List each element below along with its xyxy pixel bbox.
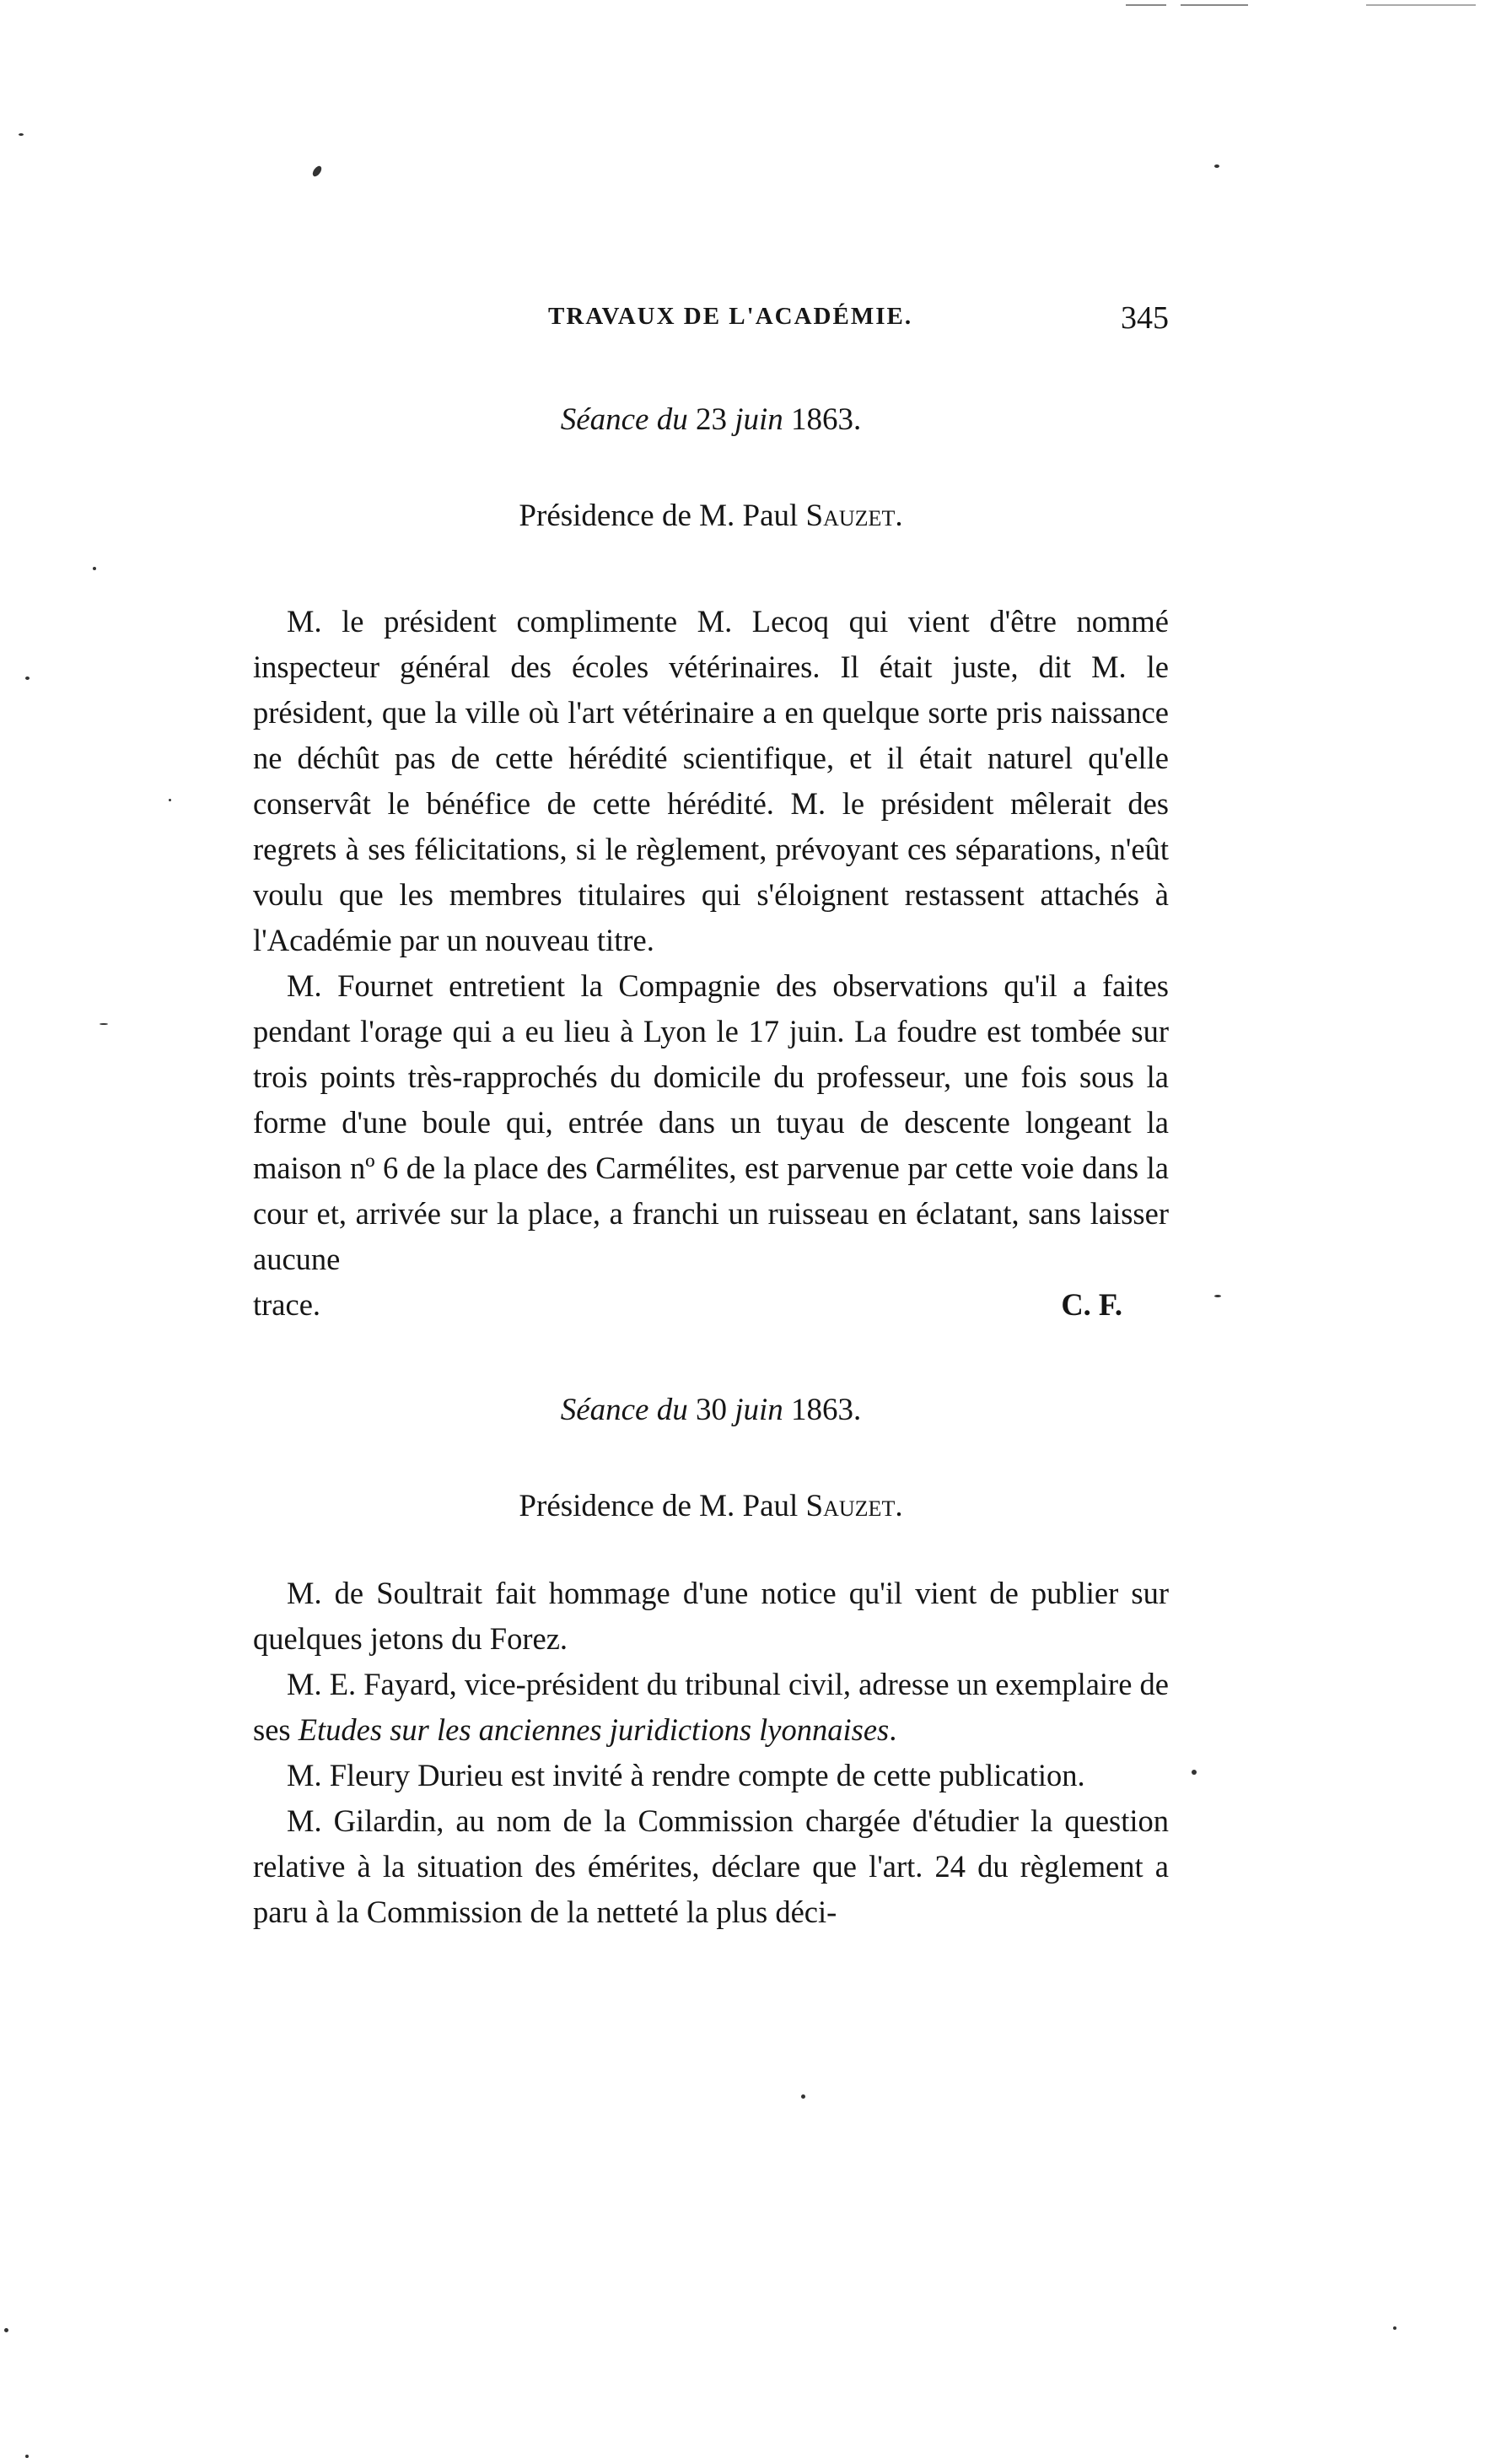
signature: C. F. xyxy=(1061,1287,1122,1322)
running-title: TRAVAUX DE L'ACADÉMIE. xyxy=(548,303,913,330)
closing-line xyxy=(253,1282,1169,1328)
section-2-body xyxy=(253,1571,1169,1935)
paragraph-soultrait: M. de Soultrait fait hommage d'une notice qu'il vient de publier sur quelques jetons du Forez. xyxy=(253,1576,1169,1656)
speck xyxy=(4,2328,8,2332)
presidence-heading-2: Présidence de M. Paul Sauzet. xyxy=(519,1489,903,1523)
presidence-prefix: Présidence de M. Paul xyxy=(519,499,799,533)
speck xyxy=(1181,4,1248,6)
seance-heading-1 xyxy=(253,402,1169,438)
presidence-heading-1: Présidence de M. Paul Sauzet. xyxy=(519,499,903,533)
section-1-body xyxy=(253,599,1169,1328)
speck xyxy=(100,1023,108,1025)
paragraph-fournet: M. Fournet entretient la Compagnie des observations qu'il a faites pendant l'orage qui a eu lieu à Lyon le 17 juin. La foudre est tombée sur trois points très-rapprochés du domicile du professeur, une fois sous la forme d'une boule qui, entrée dans un tuyau de descente longeant la maison nº 6 de la place des Carmélites, est parvenue par cette voie dans la cour et, arrivée sur la place, a franchi un ruisseau en éclatant, sans laisser aucune xyxy=(253,968,1169,1276)
presidence-name: Sauzet xyxy=(805,1489,896,1523)
speck xyxy=(19,133,24,136)
paragraph-fayard xyxy=(253,1662,1169,1753)
seance-prefix: Séance du xyxy=(560,402,688,437)
paragraph-durieu: M. Fleury Durieu est invité à rendre compte de cette publication. xyxy=(287,1758,1085,1792)
presidence-prefix: Présidence de M. Paul xyxy=(519,1489,799,1523)
fayard-end: . xyxy=(889,1712,897,1747)
running-head xyxy=(253,299,1169,342)
speck xyxy=(1126,4,1166,6)
speck xyxy=(1214,1295,1221,1297)
seance-prefix: Séance du xyxy=(560,1393,688,1427)
speck xyxy=(25,2455,29,2458)
seance-month: juin xyxy=(734,402,783,437)
speck xyxy=(801,2094,805,2099)
speck xyxy=(1192,1770,1197,1775)
speck xyxy=(1214,164,1219,168)
fayard-text: M. E. Fayard, vice-président du tribunal civil, adresse un exemplaire de ses xyxy=(253,1667,1169,1747)
speck xyxy=(93,567,96,570)
seance-day: 30 xyxy=(695,1393,727,1427)
speck xyxy=(1393,2326,1396,2330)
seance-heading-2 xyxy=(253,1392,1169,1428)
fayard-book-title: Etudes sur les anciennes juridictions lyonnaises xyxy=(298,1712,890,1747)
paragraph-gilardin: M. Gilardin, au nom de la Commission chargée d'étudier la question relative à la situation des émérites, déclare que l'art. 24 du règlement a paru à la Commission de la netteté la plus déci- xyxy=(253,1803,1169,1929)
closing-word: trace. xyxy=(253,1287,321,1322)
presidence-name: Sauzet xyxy=(805,499,896,533)
seance-month: juin xyxy=(734,1393,783,1427)
seance-year: 1863. xyxy=(791,402,862,437)
speck xyxy=(25,676,30,680)
page-number: 345 xyxy=(1121,300,1169,336)
paragraph-lecoq: M. le président complimente M. Lecoq qui vient d'être nommé inspecteur général des écoles vétérinaires. Il était juste, dit M. le président, que la ville où l'art vétérinaire a en quelque sorte pris naissance ne déchût pas de cette hérédité scientifique, et il était naturel qu'elle conservât le bénéfice de cette hérédité. M. le président mêlerait des regrets à ses félicitations, si le règlement, prévoyant ces séparations, n'eût voulu que les membres titulaires qui s'éloignent restassent attachés à l'Académie par un nouveau titre. xyxy=(253,604,1169,957)
speck xyxy=(311,164,324,178)
speck xyxy=(169,799,171,801)
seance-day: 23 xyxy=(695,402,727,437)
seance-year: 1863. xyxy=(791,1393,862,1427)
speck xyxy=(1366,4,1476,6)
